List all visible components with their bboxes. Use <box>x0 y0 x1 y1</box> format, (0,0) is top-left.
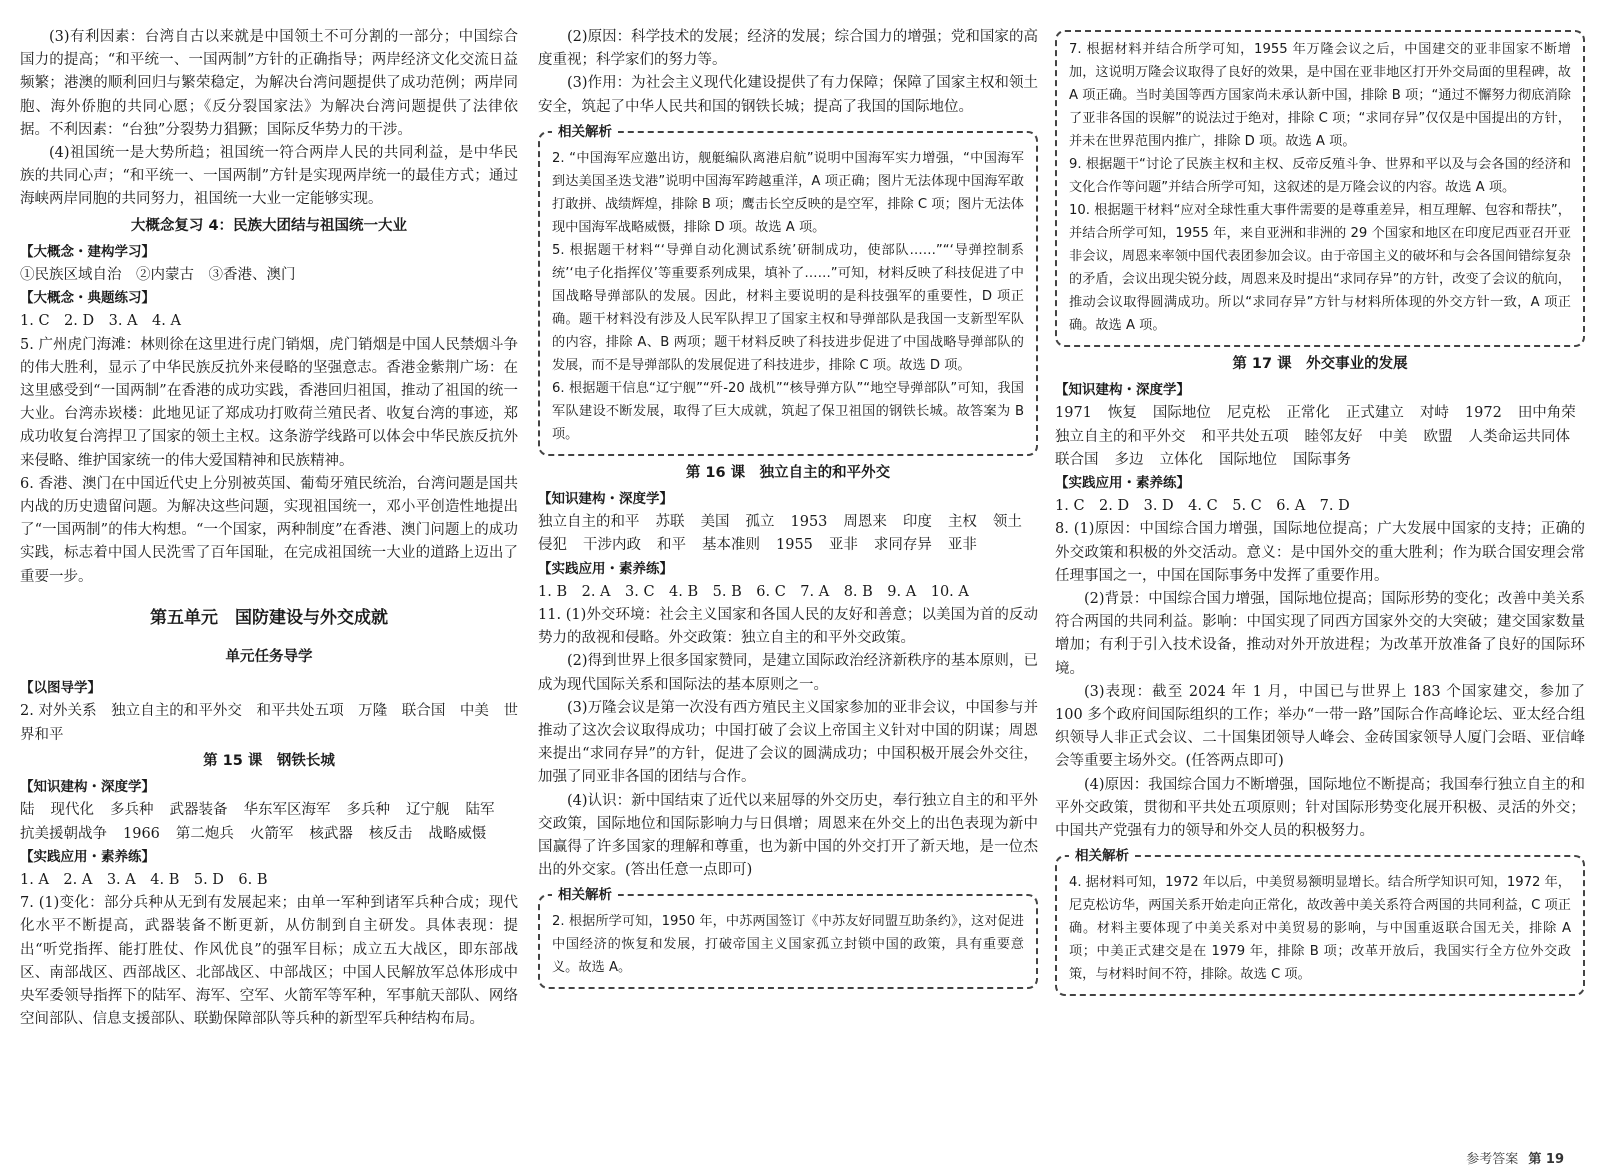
answer-paragraph: (4)祖国统一是大势所趋；祖国统一符合两岸人民的共同利益，是中华民族的共同心声；“和平统一、一国两制”方针是实现两岸统一的最佳方式；通过海峡两岸同胞的共同努力，祖国统一大业一定能够实现。 <box>20 145 518 208</box>
term-item: 侵犯 <box>538 537 567 554</box>
answer-paragraph: 7. (1)变化：部分兵种从无到有发展起来；由单一军种到诸军兵种合成；现代化水平不断提高，武器装备不断更新，从仿制到自主研发。具体表现：提出“听党指挥、能打胜仗、作风优良”的强军目标；成立五大战区，即东部战区、南部战区、西部战区、北部战区、中部战区；中国人民解放军总体形成中央军委领导指挥下的陆军、海军、空军、火箭军等军种，军事航天部队、网络空间部队、信息支援部队、联勤保障部队等兵种的新型军兵种结构布局。 <box>20 895 518 1028</box>
term-item: 印度 <box>902 514 932 531</box>
answer-paragraph: (3)作用：为社会主义现代化建设提供了有力保障；保障了国家主权和领土安全，筑起了中华人民共和国的钢铁长城；提高了我国的国际地位。 <box>538 75 1038 115</box>
review-title: 大概念复习 4：民族大团结与祖国统一大业 <box>130 217 408 234</box>
section-tag: 【大概念・典题练习】 <box>20 290 155 307</box>
term-item: 多兵种 <box>110 802 154 819</box>
term-item: 干涉内政 <box>583 537 641 554</box>
term-item: 对峙 <box>1419 405 1449 422</box>
term-item: 1971 <box>1055 405 1092 422</box>
analysis-label: 相关解析 <box>552 122 618 142</box>
mc-answers: 1. C 2. D 3. A 4. A <box>20 313 181 330</box>
term-item: 陆 <box>20 802 35 819</box>
answer-paragraph: (4)认识：新中国结束了近代以来屈辱的外交历史，奉行独立自主的和平外交政策，国际地位和国际影响力与日俱增；周恩来在外交上的出色表现为新中国赢得了许多国家的理解和尊重，也为新中国的外交打开了新天地，是一位杰出的外交家。(答出任意一点即可) <box>538 792 1038 879</box>
section-tag: 【实践应用・素养练】 <box>1055 475 1190 492</box>
term-item: 现代化 <box>50 802 94 819</box>
analysis-item: 5. 根据题干材料“‘导弹自动化测试系统’研制成功，使部队……”“‘导弹控制系统’‘电子化指挥仪’等重要系列成果，填补了……”可知，材料反映了科技促进了中国战略导弹部队的发展。因此，材料主要说明的是科技强军的重要性，D 项正确。题干材料没有涉及人民军队捍卫了国家主权和导弹部队是我国一支新型军队的内容，排除 A、B 两项；题干材料反映了科技进步促进了中国战略导弹部队的发展，而不是导弹部队的发展促进了科技进步，排除 C 项。故选 D 项。 <box>552 242 1024 373</box>
answer-line: ①民族区域自治 ②内蒙古 ③香港、澳门 <box>20 267 296 284</box>
section-tag: 【知识建构・深度学】 <box>538 491 673 508</box>
analysis-item: 10. 根据题干材料“应对全球性重大事件需要的是尊重差异，相互理解、包容和帮扶”，并结合所学可知，1955 年，来自亚洲和非洲的 29 个国家和地区在印度尼西亚召开亚非会议，周恩来率领中国代表团参加会议。由于帝国主义的破坏和与会各国间错综复杂的矛盾，会议出现尖锐分歧，周恩来及时提出“求同存异”的方针，改变了会议的航向，推动会议取得圆满成功。所以“求同存异”方针与材料所体现的外交方针一致，A 项正确。故选 A 项。 <box>1069 203 1571 333</box>
term-item: 美国 <box>700 514 730 531</box>
analysis-box <box>538 123 1038 456</box>
term-item: 主权 <box>947 514 977 531</box>
term-item: 武器装备 <box>169 802 228 819</box>
term-list <box>1055 402 1585 472</box>
lesson-title: 第 16 课 独立自主的和平外交 <box>685 464 891 481</box>
term-item: 独立自主的和平外交 <box>1055 428 1186 445</box>
answer-paragraph: 6. 香港、澳门在中国近代史上分别被英国、葡萄牙殖民统治，台湾问题是国共内战的历史遗留问题。为解决这些问题，实现祖国统一，邓小平创造性地提出了“一国两制”的伟大构想。“一个国家，两种制度”在香港、澳门问题上的成功实践，标志着中国人民洗雪了百年国耻，在完成祖国统一大业的道路上迈出了重要一步。 <box>20 475 518 585</box>
term-item: 立体化 <box>1159 451 1203 468</box>
term-item: 正式建立 <box>1345 405 1404 422</box>
term-item: 欧盟 <box>1423 428 1453 445</box>
footer-label: 参考答案 <box>1466 1152 1519 1167</box>
answer-line: 2. 对外关系 独立自主的和平外交 和平共处五项 万隆 联合国 中美 世界和平 <box>20 703 518 743</box>
term-item: 1972 <box>1464 405 1502 422</box>
term-item: 火箭军 <box>249 825 294 842</box>
answer-paragraph: 8. (1)原因：中国综合国力增强，国际地位提高；广大发展中国家的支持；正确的外交政策和积极的外交活动。意义：是中国外交的重大胜利；作为联合国安理会常任理事国之一，中国在国际事务中发挥了重要作用。 <box>1055 521 1585 584</box>
term-item: 多兵种 <box>346 802 390 819</box>
answer-paragraph: (3)表现：截至 2024 年 1 月，中国已与世界上 183 个国家建交，参加了 100 多个政府间国际组织的工作；举办“一带一路”国际合作高峰论坛、亚太经合组织领导人非正式会议、二十国集团领导人峰会、金砖国家领导人厦门会晤、亚信峰会等重要主场外交。(任答两点即可) <box>1055 683 1585 770</box>
column-middle <box>538 26 1038 995</box>
analysis-item: 6. 根据题干信息“辽宁舰”“歼-20 战机”“核导弹方队”“地空导弹部队”可知，我国军队建设不断发展，取得了巨大成就，筑起了保卫祖国的钢铁长城。故答案为 B 项。 <box>552 380 1024 442</box>
analysis-item: 7. 根据材料并结合所学可知，1955 年万隆会议之后，中国建交的亚非国家不断增加，这说明万隆会议取得了良好的效果，是中国在亚非地区打开外交局面的里程碑，故 A 项正确。当时美国等西方国家尚未承认新中国，排除 B 项；“通过不懈努力彻底消除了亚非各国的误解”的说法过于绝对，排除 C 项；“求同存异”仅仅是中国提出的方针，并未在世界范围内推广，排除 D 项。故选 A 项。 <box>1069 42 1571 149</box>
answer-paragraph: (3)万隆会议是第一次没有西方殖民主义国家参加的亚非会议，中国参与并推动了这次会议取得成功；中国打破了会议上帝国主义针对中国的阴谋；周恩来提出“求同存异”的方针，促进了会议的圆满成功；中国积极开展会外交往，加强了同亚非各国的团结与合作。 <box>538 699 1038 786</box>
section-tag: 【知识建构・深度学】 <box>1055 382 1190 399</box>
analysis-label: 相关解析 <box>1069 846 1135 866</box>
unit-title: 第五单元 国防建设与外交成就 <box>150 607 388 628</box>
term-item: 孤立 <box>745 514 775 531</box>
mc-answers: 1. C 2. D 3. D 4. C 5. C 6. A 7. D <box>1055 498 1350 515</box>
section-tag: 【大概念・建构学习】 <box>20 243 155 260</box>
analysis-box <box>1055 848 1585 996</box>
lesson-title: 第 15 课 钢铁长城 <box>203 752 335 769</box>
mc-answers: 1. B 2. A 3. C 4. B 5. B 6. C 7. A 8. B 9. A 10. A <box>538 583 969 600</box>
analysis-item: 9. 根据题干“讨论了民族主权和主权、反帝反殖斗争、世界和平以及与会各国的经济和文化合作等问题”并结合所学可知，这叙述的是万隆会议的内容。故选 A 项。 <box>1069 157 1571 195</box>
answer-paragraph: (3)有利因素：台湾自古以来就是中国领土不可分割的一部分；中国综合国力的提高；“和平统一、一国两制”方针的正确指导；两岸经济文化交流日益频繁；港澳的顺利回归与繁荣稳定，为解决台湾问题提供了成功范例；两岸同胞、海外侨胞的共同心愿；《反分裂国家法》为解决台湾问题提供了法律依据。不利因素：“台独”分裂势力猖獗；国际反华势力的干涉。 <box>20 29 518 138</box>
column-right <box>1055 26 1585 1002</box>
term-item: 和平共处五项 <box>1201 428 1289 445</box>
term-item: 中美 <box>1378 428 1408 445</box>
term-item: 人类命运共同体 <box>1468 428 1570 445</box>
term-item: 独立自主的和平 <box>538 514 640 531</box>
term-list <box>538 511 1038 557</box>
analysis-body <box>552 147 1024 446</box>
term-item: 亚非 <box>947 537 977 554</box>
column-left <box>20 26 518 1031</box>
answer-paragraph: 5. 广州虎门海滩：林则徐在这里进行虎门销烟，虎门销烟是中国人民禁烟斗争的伟大胜利，显示了中华民族反抗外来侵略的坚强意志。香港金紫荆广场：在这里感受到“一国两制”在香港的成功实践，香港回归祖国，推动了祖国的统一大业。台湾赤崁楼：此地见证了郑成功打败荷兰殖民者、收复台湾的事迹，郑成功收复台湾捍卫了国家的领土主权。这条游学线路可以体会中华民族反抗外来侵略、维护国家统一的伟大爱国精神和民族精神。 <box>20 336 518 469</box>
section-tag: 【实践应用・素养练】 <box>538 560 673 577</box>
term-item: 和平 <box>657 537 686 554</box>
analysis-label: 相关解析 <box>552 885 618 905</box>
answer-paragraph: (2)原因：科学技术的发展；经济的发展；综合国力的增强；党和国家的高度重视；科学家们的努力等。 <box>538 29 1038 69</box>
unit-guide-title: 单元任务导学 <box>225 649 313 666</box>
analysis-body <box>1069 871 1571 986</box>
answer-paragraph: (2)背景：中国综合国力增强，国际地位提高；国际形势的变化；改善中美关系符合两国的共同利益。影响：中国实现了同西方国家外交的大突破；建交国家数量增加；有利于引入技术设备，推动对外开放进程；为改革开放准备了良好的国际环境。 <box>1055 591 1585 677</box>
term-item: 华东军区海军 <box>243 802 331 819</box>
section-tag: 【以图导学】 <box>20 680 101 697</box>
answer-paragraph: (4)原因：我国综合国力不断增强，国际地位不断提高；我国奉行独立自主的和平外交政策，贯彻和平共处五项原则；针对国际形势变化展开积极、灵活的外交；中国共产党强有力的领导和外交人员的积极努力。 <box>1055 776 1585 840</box>
term-list <box>20 799 518 845</box>
page-number: 第 19 <box>1528 1152 1564 1167</box>
lesson-title: 第 17 课 外交事业的发展 <box>1232 356 1408 372</box>
term-item: 国际地位 <box>1152 405 1211 422</box>
term-item: 陆军 <box>465 802 495 819</box>
term-item: 正常化 <box>1286 405 1330 422</box>
term-item: 领土 <box>992 514 1022 531</box>
term-item: 战略威慑 <box>428 825 487 842</box>
analysis-item: 4. 据材料可知，1972 年以后，中美贸易额明显增长。结合所学知识可知，1972 年，尼克松访华，两国关系开始走向正常化，故改善中美关系符合两国的共同利益，C 项正确。材料主要体现了中美关系对中美贸易的影响，与中国重返联合国无关，排除 A 项；中美正式建交是在 1979 年，排除 B 项；改革开放后，我国实行全方位外交政策，与材料时间不符，排除。故选 C 项。 <box>1069 875 1571 983</box>
term-item: 辽宁舰 <box>406 802 450 819</box>
answer-paragraph: 11. (1)外交环境：社会主义国家和各国人民的友好和善意；以美国为首的反动势力的敌视和侵略。外交政策：独立自主的和平外交政策。 <box>538 607 1038 647</box>
analysis-body <box>1069 38 1571 337</box>
analysis-body <box>552 910 1024 979</box>
section-tag: 【实践应用・素养练】 <box>20 848 155 865</box>
analysis-box <box>1055 30 1585 347</box>
term-item: 核反击 <box>368 825 413 842</box>
term-item: 苏联 <box>655 514 685 531</box>
term-item: 1953 <box>790 514 828 531</box>
page-footer <box>1466 1148 1564 1167</box>
answer-paragraph: (2)得到世界上很多国家赞同，是建立国际政治经济新秩序的基本原则，已成为现代国际关系和国际法的基本原则之一。 <box>538 653 1038 693</box>
term-item: 第二炮兵 <box>175 825 234 842</box>
analysis-item: 2. “中国海军应邀出访，舰艇编队离港启航”说明中国海军实力增强，“中国海军到达美国圣迭戈港”说明中国海军跨越重洋，A 项正确；图片无法体现中国海军敢打敢拼、战绩辉煌，排除 B 项；鹰击长空反映的是空军，排除 C 项；图片无法体现中国海军战略威慑，排除 D 项。故选 A 项。 <box>552 150 1024 235</box>
term-item: 国际事务 <box>1293 451 1351 468</box>
term-item: 联合国 <box>1055 451 1099 468</box>
analysis-box <box>538 887 1038 989</box>
term-item: 尼克松 <box>1226 405 1271 422</box>
term-item: 恢复 <box>1107 405 1137 422</box>
term-item: 求同存异 <box>873 537 932 554</box>
term-item: 多边 <box>1114 451 1144 468</box>
term-item: 基本准则 <box>702 537 760 554</box>
term-item: 1955 <box>776 537 813 554</box>
term-item: 田中角荣 <box>1517 405 1576 422</box>
mc-answers: 1. A 2. A 3. A 4. B 5. D 6. B <box>20 871 268 888</box>
term-item: 睦邻友好 <box>1304 428 1363 445</box>
term-item: 核武器 <box>309 825 353 842</box>
section-tag: 【知识建构・深度学】 <box>20 779 155 796</box>
term-item: 国际地位 <box>1219 451 1277 468</box>
analysis-item: 2. 根据所学可知，1950 年，中苏两国签订《中苏友好同盟互助条约》，这对促进中国经济的恢复和发展，打破帝国主义国家孤立封锁中国的政策，具有重要意义。故选 A。 <box>552 914 1024 976</box>
term-item: 1966 <box>123 825 160 842</box>
term-item: 周恩来 <box>843 514 887 531</box>
term-item: 抗美援朝战争 <box>20 825 107 842</box>
term-item: 亚非 <box>828 537 858 554</box>
